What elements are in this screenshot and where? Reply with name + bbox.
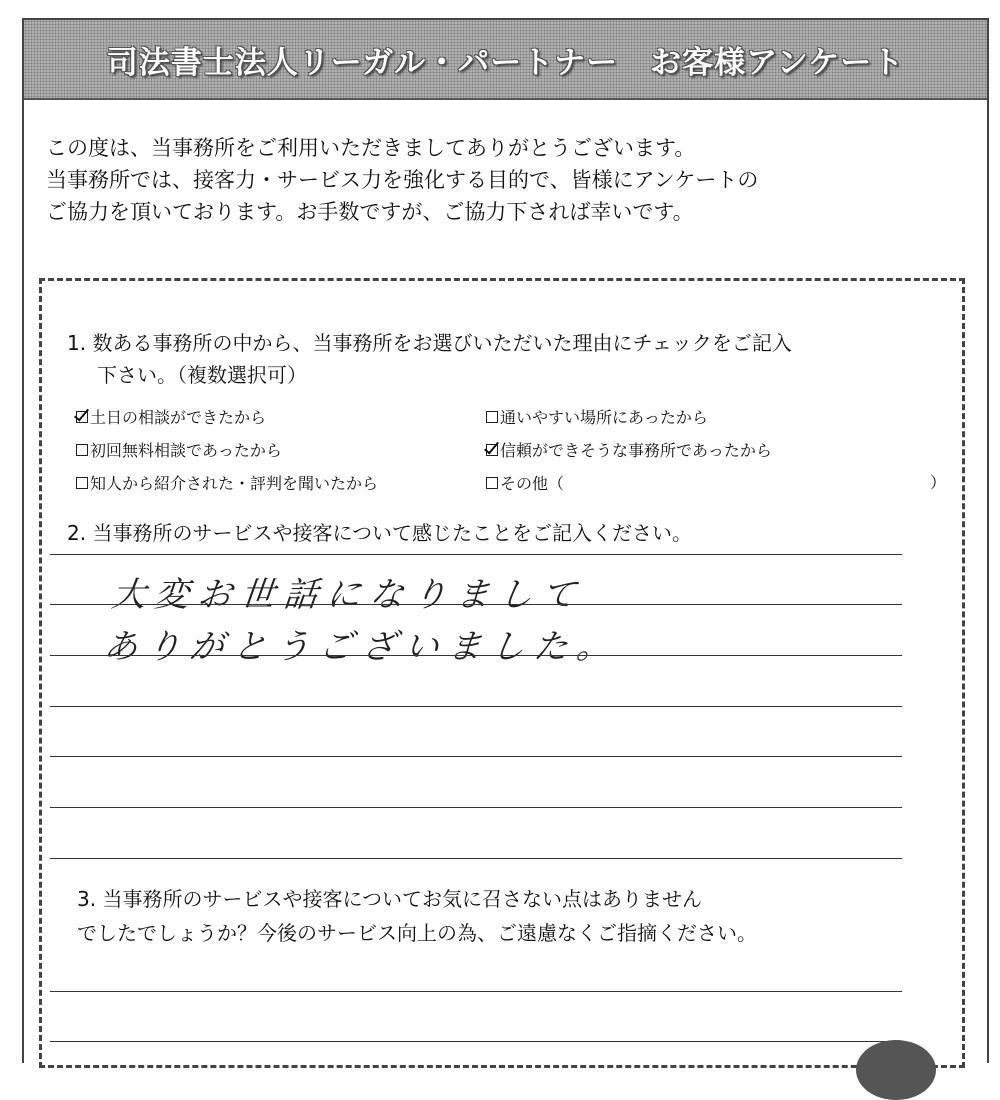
survey-sheet [22,18,989,1063]
answer-line [50,1041,902,1042]
answer-line [50,756,902,757]
checkbox[interactable] [486,411,498,423]
answer-line [50,858,902,859]
q2-handwritten-answer-1: 大変お世話になりまして [109,575,587,615]
option-label: その他（ [500,474,565,493]
q3-heading-line-2: でしたでしょうか？今後のサービス向上の為、ご遠慮なくご指摘ください。 [77,921,757,945]
q1-option-free-consult[interactable] [76,438,282,461]
q1-option-referral[interactable] [76,471,378,494]
checkbox[interactable] [486,477,498,489]
answer-line [50,655,902,656]
q2-handwritten-answer-2: ありがとうございました。 [101,627,622,667]
q1-option-other[interactable] [486,471,564,494]
option-label: 信頼ができそうな事務所であったから [500,441,772,460]
answer-line [50,807,902,808]
option-label: 通いやすい場所にあったから [500,408,708,427]
q1-option-trust[interactable] [486,438,772,461]
q3-heading-line-1: 3. 当事務所のサービスや接客についてお気に召さない点はありません [77,887,703,911]
q1-option-weekend[interactable] [76,405,266,428]
questions-box [39,278,965,1068]
checkbox[interactable] [76,444,88,456]
checkbox-checked[interactable] [486,444,498,456]
answer-line [50,706,902,707]
intro-line-3: ご協力を頂いております。お手数ですが、ご協力下されば幸いです。 [46,200,694,224]
option-label: 知人から紹介された・評判を聞いたから [90,474,379,493]
option-label: 初回無料相談であったから [90,441,282,460]
intro-line-2: 当事務所では、接客力・サービス力を強化する目的で、皆様にアンケートの [46,168,759,192]
checkbox-checked[interactable] [76,411,88,423]
q2-heading: 2. 当事務所のサービスや接客について感じたことをご記入ください。 [67,521,693,545]
answer-line [50,991,902,992]
q1-heading-line-2: 下さい。（複数選択可） [97,363,307,387]
answer-line [50,604,902,605]
intro-text [46,132,946,228]
header-banner [24,20,987,100]
page-title: 司法書士法人リーガル・パートナー お客様アンケート [106,44,905,81]
corner-stamp [856,1040,936,1100]
option-label: 土日の相談ができたから [90,408,267,427]
q1-heading-line-1: 1. 数ある事務所の中から、当事務所をお選びいただいた理由にチェックをご記入 [67,331,792,355]
checkbox[interactable] [76,477,88,489]
intro-line-1: この度は、当事務所をご利用いただきましてありがとうございます。 [46,136,696,160]
q1-option-location[interactable] [486,405,708,428]
other-close-paren: ） [930,473,947,492]
answer-line [50,554,902,555]
